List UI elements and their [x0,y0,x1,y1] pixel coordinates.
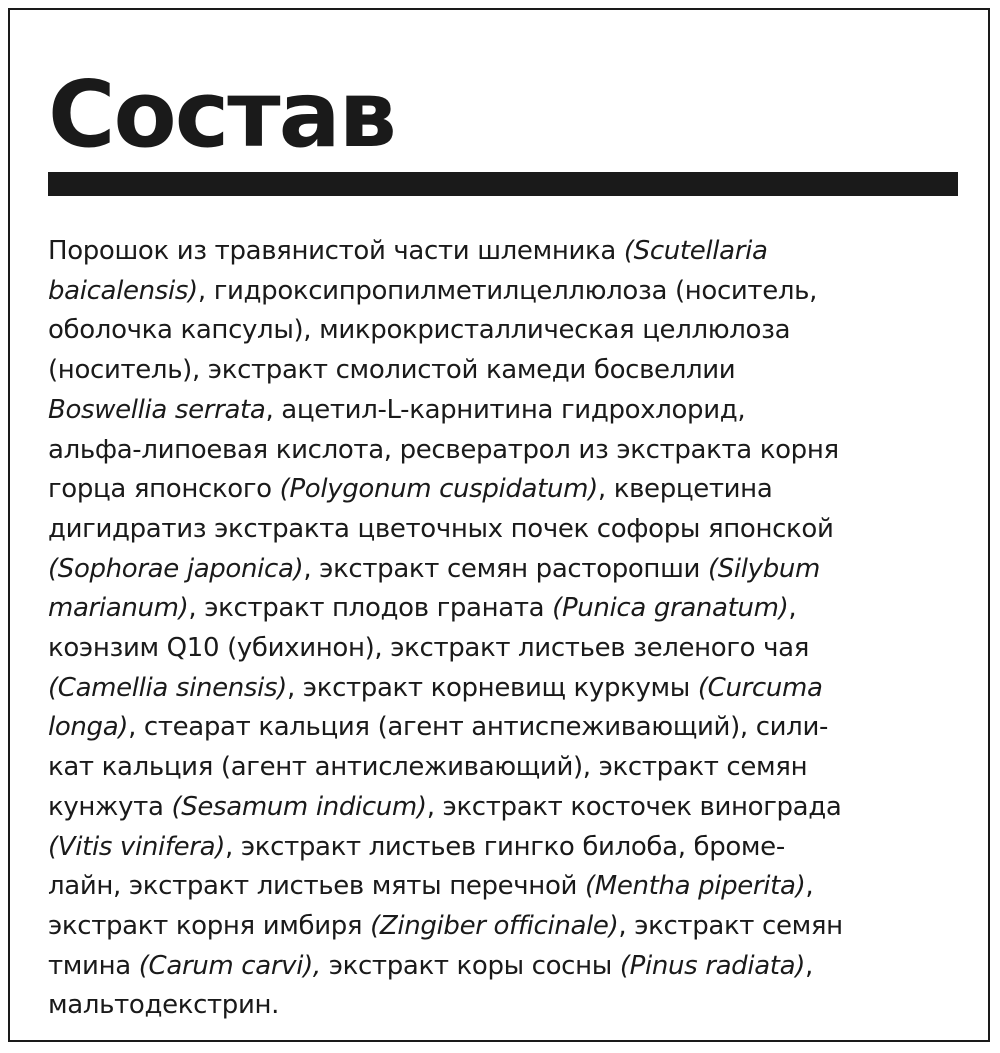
text-segment: кат кальция (агент антислеживающий), экстракт семян [48,752,808,783]
text-segment: экстракт корня имбиря [48,910,371,941]
text-segment: кунжута [48,791,172,822]
text-segment: тмина [48,950,139,981]
text-line [48,272,968,312]
title-divider [48,172,958,196]
text-line [48,669,968,709]
text-line [48,311,968,351]
latin-name: Boswellia serrata [48,394,266,425]
text-segment: экстракт коры сосны [320,950,620,981]
text-line [48,391,968,431]
text-segment: , ацетил-L-карнитина гидрохлорид, [265,394,746,425]
page-title: Состав [48,61,395,168]
text-line [48,629,968,669]
text-segment: лайн, экстракт листьев мяты перечной [48,871,585,902]
text-line [48,986,968,1026]
text-line [48,907,968,947]
latin-name: (Mentha piperita) [584,871,806,902]
text-segment: Порошок из травянистой части шлемника [48,236,624,266]
text-segment: , гидроксипропилметилцеллюлоза (носитель, [197,275,818,306]
latin-name: (Sesamum indicum) [171,791,427,822]
text-line [48,708,968,748]
text-segment: , [805,950,813,981]
text-segment: , экстракт семян расторопши [303,553,708,584]
text-line [48,828,968,868]
text-line [48,748,968,788]
latin-name: marianum) [48,593,189,624]
latin-name: (Pinus radiata) [619,950,805,981]
text-segment: мальтодекстрин. [48,990,280,1021]
text-line [48,431,968,471]
latin-name: (Silybum [707,553,820,584]
text-line [48,232,968,272]
latin-name: (Punica granatum) [552,593,789,624]
text-line [48,788,968,828]
latin-name: (Zingiber officinale) [370,910,619,941]
text-segment: оболочка капсулы), микрокристаллическая целлюлоза [48,315,791,346]
text-segment: , экстракт плодов граната [188,593,553,624]
text-segment: , стеарат кальция (агент антиспеживающий), сили- [128,712,829,743]
text-line [48,867,968,907]
text-segment: , экстракт косточек винограда [426,791,842,822]
text-segment: горца японского [48,474,280,505]
latin-name: (Curcuma [697,672,823,703]
composition-text [48,232,968,1026]
text-line [48,470,968,510]
text-segment: , [788,593,797,624]
text-line [48,589,968,629]
text-segment: , экстракт семян [618,910,843,941]
text-line [48,510,968,550]
latin-name: (Sophorae japonica) [48,553,304,584]
text-segment: (носитель), экстракт смолистой камеди босвеллии [48,355,736,386]
text-segment: альфа-липоевая кислота, ресвератрол из экстракта корня [48,434,839,465]
text-segment: , экстракт листьев гингко билоба, броме- [225,831,785,862]
text-segment: , экстракт корневищ куркумы [286,672,698,703]
text-segment: , [805,871,814,902]
text-segment: , кверцетина [597,474,773,505]
text-line [48,947,968,987]
text-segment: дигидратиз экстракта цветочных почек софоры японской [48,513,834,544]
latin-name: (Carum carvi), [138,950,321,981]
text-segment: коэнзим Q10 (убихинон), экстракт листьев зеленого чая [48,633,810,664]
composition-panel [8,8,990,1042]
text-line [48,550,968,590]
latin-name: baicalensis) [48,275,198,306]
latin-name: (Polygonum cuspidatum) [279,474,598,505]
latin-name: (Scutellaria [623,236,768,266]
latin-name: longa) [48,712,129,743]
latin-name: (Camellia sinensis) [48,672,287,703]
latin-name: (Vitis vinifera) [48,831,226,862]
text-line [48,351,968,391]
